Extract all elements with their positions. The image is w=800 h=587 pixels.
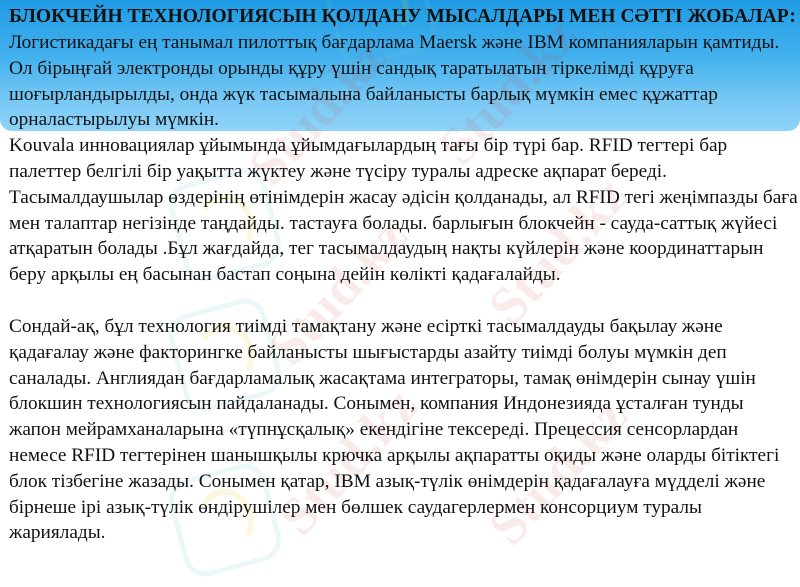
watermark-text: Stud.kz	[476, 165, 639, 337]
watermark-text: Stud.kz	[266, 375, 429, 547]
page-title: БЛОКЧЕЙН ТЕХНОЛОГИЯСЫН ҚОЛДАНУ МЫСАЛДАРЫ МЕН СӘТТІ ЖОБАЛАР:	[9, 6, 796, 27]
watermark-text: Stud.kz	[476, 385, 639, 557]
watermark-text: Stud.kz	[256, 205, 419, 377]
paragraph-food-tracking: Сондай-ақ, бұл технология тиімді тамақтану және есірткі тасымалдауды бақылау және қадағалау және факторингке байланысты шығыстарды азайту тиімді болуы мүмкін деп саналады. Англиядан бағдарламалық жасақтама интеграторы, тамақ өнімдерін сынау үшін блокшин технологиясын пайдаланады. Сонымен, компания Индонезияда ұсталған тунды жапон мейрамханаларына «түпнұсқалық» екендігіне тексереді. Прецессия сенсорлардан немесе RFID тегтерінен шанышқылы крючка арқылы ақпаратты оқиды және оларды бітіктегі блок тізбегіне жазады. Сонымен қатар, IBM азық-түлік өнімдерін қадағалауға мүдделі және бірнеше ірі азық-түлік өндірушілер мен бөлшек саудагерлермен консорциум туралы жариялады.	[9, 315, 780, 544]
paragraph-spacer	[9, 288, 799, 314]
paragraph-maersk-ibm: Логистикадағы ең танымал пилоттық бағдарлама Maersk және IBM компанияларын қамтиды. Ол бірыңғай электронды орынды құру үшін сандық таратылатын тіркелімді құруға шоғырландырылды, онда жүк тасымалына байланысты барлық мүмкін емес құжаттар орналастырылуы мүмкін.	[9, 32, 780, 131]
document-body	[9, 4, 799, 546]
paragraph-kouvala-rfid: Kouvala инновациялар ұйымында ұйымдағылардың тағы бір түрі бар. RFID тегтері бар палеттер белгілі бір уақытта жүктеу және түсіру туралы адреске ақпарат береді. Тасымалдаушылар өздерінің өтінімдерін жасау әдісін қолданады, ал RFID тегі жеңімпазды баға мен талаптар негізінде таңдайды. тастауға болады. барлығын блокчейн - сауда-саттық жүйесі атқаратын болады .Бұл жағдайда, тег тасымалдаудың нақты күйлерін және координаттарын беру арқылы ең басынан бастап соңына дейін көлікті қадағалайды.	[9, 135, 798, 286]
